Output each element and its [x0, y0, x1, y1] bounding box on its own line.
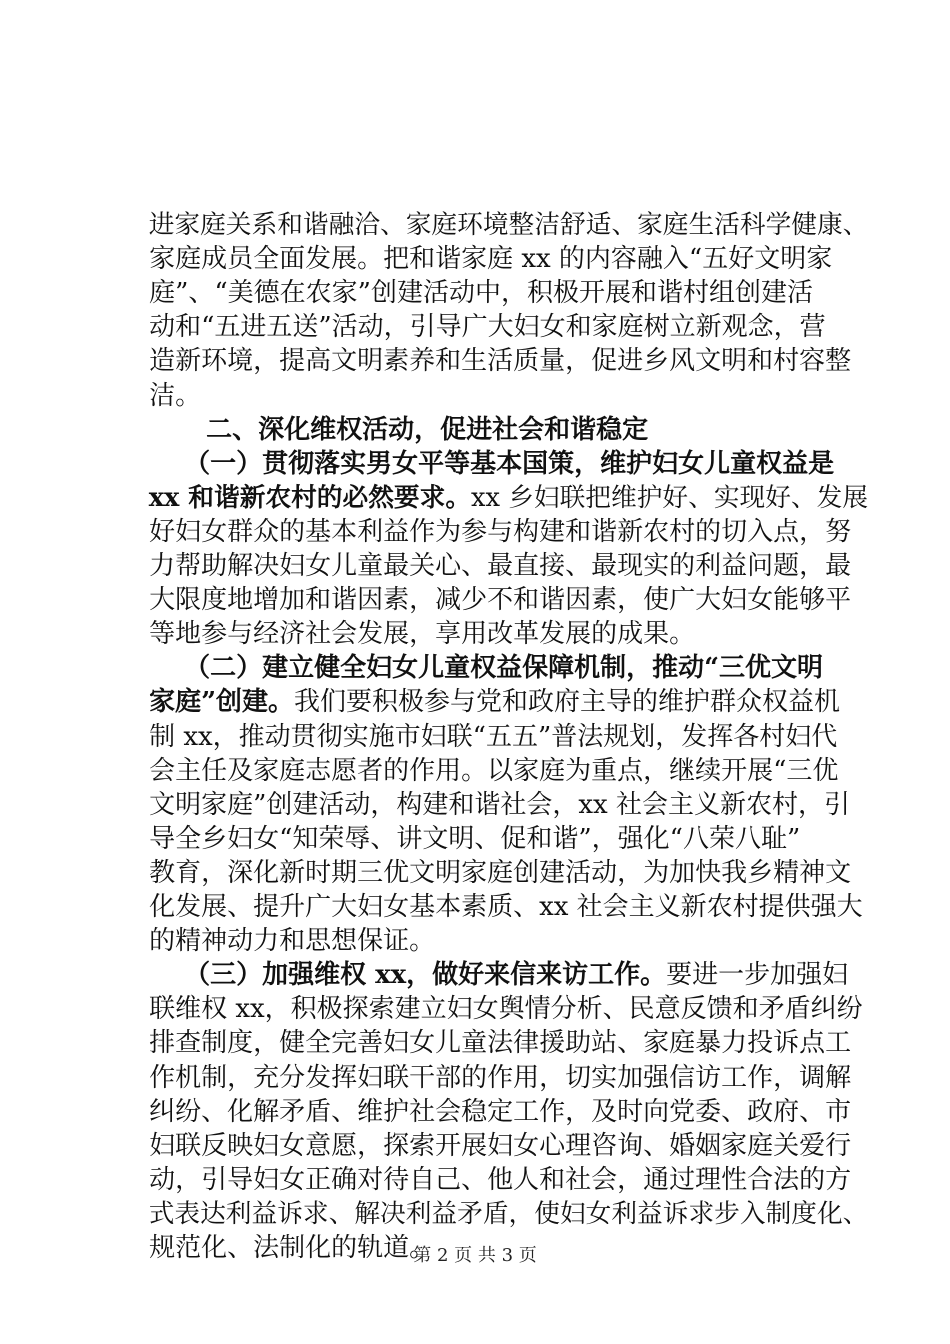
section-heading-text: 二、深化维权活动，促进社会和谐稳定 — [206, 415, 649, 445]
text-line: 大限度地增加和谐因素，减少不和谐因素，使广大妇女能够平 — [149, 585, 852, 615]
text-line: 等地参与经济社会发展，享用改革发展的成果。 — [149, 619, 696, 649]
item3-line — [0, 989, 950, 1058]
paragraph-line — [0, 307, 950, 376]
text-line: 式表达利益诉求、解决利益矛盾，使妇女利益诉求步入制度化、 — [148, 1199, 869, 1229]
item1-title-line — [0, 410, 950, 479]
item2-title-continued: 家庭”创建。 — [149, 687, 295, 717]
text-line: 动，引导妇女正确对待自己、他人和社会，通过理性合法的方 — [149, 1165, 852, 1195]
text-line: 进家庭关系和谐融洽、家庭环境整洁舒适、家庭生活科学健康、 — [148, 210, 869, 240]
item2-line — [0, 785, 950, 854]
text-line: 动和“五进五送”活动，引导广大妇女和家庭树立新观念，营 — [149, 312, 826, 342]
paragraph-line — [0, 205, 950, 274]
text-line: xx 乡妇联把维护好、实现好、发展 — [471, 483, 869, 513]
text-line: 纠纷、化解矛盾、维护社会稳定工作，及时向党委、政府、市 — [149, 1097, 852, 1127]
item2-line — [0, 853, 950, 922]
text-line: 力帮助解决妇女儿童最关心、最直接、最现实的利益问题，最 — [149, 551, 852, 581]
item2-line — [0, 648, 950, 717]
text-line: 联维权 xx，积极探索建立妇女舆情分析、民意反馈和矛盾纠纷 — [149, 994, 863, 1024]
paragraph-line — [0, 273, 950, 342]
text-line: 家庭成员全面发展。把和谐家庭 xx 的内容融入“五好文明家 — [149, 244, 833, 274]
text-line: 洁。 — [149, 381, 202, 411]
text-line: 作机制，充分发挥妇联干部的作用，切实加强信访工作，调解 — [149, 1063, 852, 1093]
text-line: 我们要积极参与党和政府主导的维护群众权益机 — [294, 687, 841, 717]
item1-line — [0, 478, 950, 547]
item3-line — [0, 1092, 950, 1161]
text-line: 制 xx，推动贯彻实施市妇联“五五”普法规划，发挥各村妇代 — [149, 722, 838, 752]
text-line: 要进一步加强妇 — [666, 960, 849, 990]
page-footer: 第 2 页 共 3 页 — [413, 1245, 537, 1266]
paragraph-line — [0, 342, 950, 411]
text-line: 文明家庭”创建活动，构建和谐社会，xx 社会主义新农村，引 — [149, 790, 850, 820]
item3-line — [0, 1058, 950, 1127]
item1-title-continued: xx 和谐新农村的必然要求。 — [148, 483, 472, 513]
item1-line — [0, 444, 950, 513]
item3-line — [0, 955, 950, 1024]
item1-line — [0, 546, 950, 615]
paragraph-line — [0, 239, 950, 308]
item1-line — [0, 512, 950, 581]
text-line: 导全乡妇女“知荣辱、讲文明、促和谐”，强化“八荣八耻” — [149, 824, 801, 854]
text-line: 造新环境，提高文明素养和生活质量，促进乡风文明和村容整 — [149, 346, 852, 376]
item2-title: （二）建立健全妇女儿童权益保障机制，推动“三优文明 — [184, 653, 824, 683]
item3-title: （三）加强维权 xx，做好来信来访工作。 — [184, 960, 667, 990]
item2-line — [0, 819, 950, 888]
item1-title: （一）贯彻落实男女平等基本国策，维护妇女儿童权益是 — [184, 449, 835, 479]
text-line: 规范化、法制化的轨道。 — [149, 1233, 436, 1263]
section-heading — [0, 376, 950, 445]
item2-line — [0, 717, 950, 786]
paragraph-line — [0, 171, 950, 240]
item3-line — [0, 1024, 950, 1093]
item3-line — [0, 1160, 950, 1229]
text-line: 化发展、提升广大妇女基本素质、xx 社会主义新农村提供强大 — [149, 892, 863, 922]
item2-title-line — [0, 614, 950, 683]
item3-title-line — [0, 921, 950, 990]
text-line: 的精神动力和思想保证。 — [149, 926, 436, 956]
item2-line — [0, 683, 950, 752]
text-line: 妇联反映妇女意愿，探索开展妇女心理咨询、婚姻家庭关爱行 — [149, 1131, 852, 1161]
text-line: 教育，深化新时期三优文明家庭创建活动，为加快我乡精神文 — [149, 858, 852, 888]
text-line: 会主任及家庭志愿者的作用。以家庭为重点，继续开展“三优 — [149, 756, 839, 786]
text-line: 排查制度，健全完善妇女儿童法律援助站、家庭暴力投诉点工 — [149, 1028, 852, 1058]
item2-line — [0, 887, 950, 956]
text-line: 庭”、“美德在农家”创建活动中，积极开展和谐村组创建活 — [149, 278, 813, 308]
item3-line — [0, 1126, 950, 1195]
text-line: 好妇女群众的基本利益作为参与构建和谐新农村的切入点，努 — [149, 517, 852, 547]
item1-line — [0, 580, 950, 649]
item2-line — [0, 751, 950, 820]
